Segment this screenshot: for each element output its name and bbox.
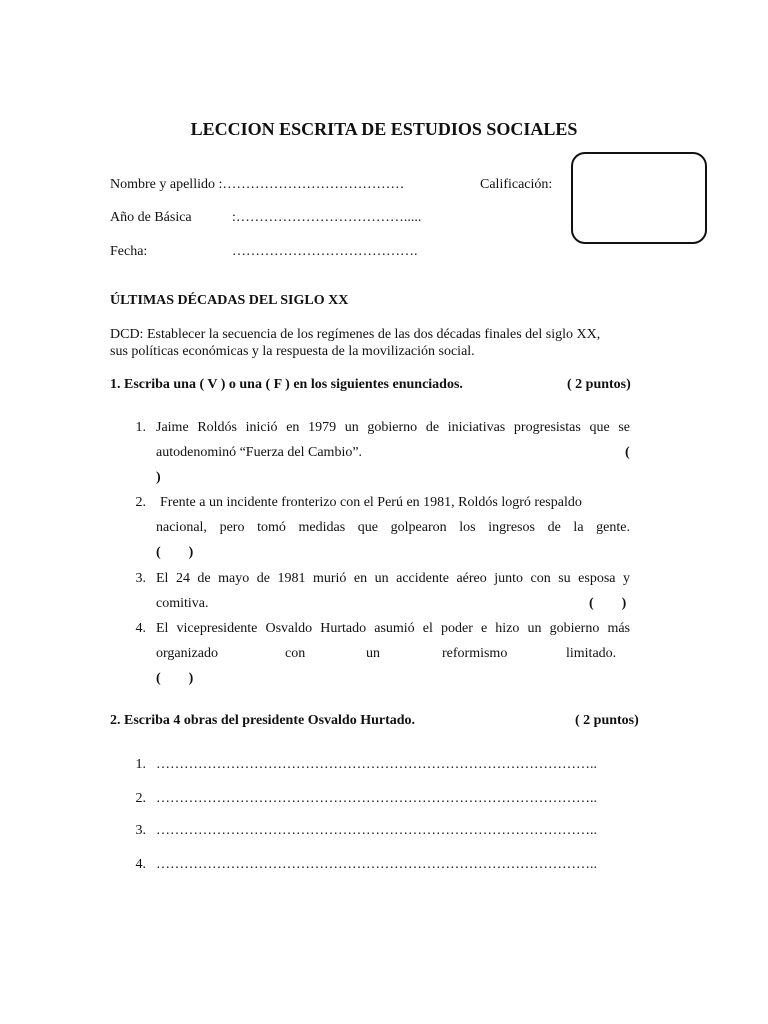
dcd-line-1: DCD: Establecer la secuencia de los regímenes de las dos décadas finales del siglo XX, [110,327,601,342]
q2-line-1-answer[interactable]: ………………………………………………………………………………….. [156,757,597,772]
grade-label: Calificación: [480,177,553,192]
q1-item-4-word-3: un [366,646,380,661]
q1-item-4-number: 4. [135,621,146,636]
q1-item-2-answer-blank[interactable]: ( ) [156,545,194,560]
q1-item-4-word-4: reformismo [442,646,508,661]
q1-item-4-line-1: El vicepresidente Osvaldo Hurtado asumió el poder e hizo un gobierno más [156,621,630,636]
q1-item-4-word-5: limitado. [566,646,617,661]
q1-item-3-number: 3. [135,571,146,586]
q1-item-4-word-2: con [285,646,306,661]
page-title: LECCION ESCRITA DE ESTUDIOS SOCIALES [190,119,578,139]
q1-item-1-line-2: autodenominó “Fuerza del Cambio”. [156,445,363,460]
name-field-label: Nombre y apellido :………………………………… [110,177,405,192]
date-field-label: Fecha: [110,244,148,259]
q1-item-4-word-1: organizado [156,646,218,661]
q2-line-2-answer[interactable]: ………………………………………………………………………………….. [156,791,597,806]
q1-item-4-answer-blank[interactable]: ( ) [156,671,194,686]
q1-item-2-line-2: nacional, pero tomó medidas que golpearon los ingresos de la gente. [156,520,630,535]
grade-box [571,152,707,244]
q1-item-1-answer-close[interactable]: ) [156,470,161,485]
section-title: ÚLTIMAS DÉCADAS DEL SIGLO XX [110,293,349,308]
q2-line-3-number: 3. [135,823,146,838]
q2-line-3-answer[interactable]: ………………………………………………………………………………….. [156,823,597,838]
q2-line-4-answer[interactable]: ………………………………………………………………………………….. [156,857,597,872]
question-1-points: ( 2 puntos) [567,377,631,392]
question-2-points: ( 2 puntos) [575,713,639,728]
q2-line-4-number: 4. [135,857,146,872]
q1-item-2-line-1: Frente a un incidente fronterizo con el Perú en 1981, Roldós logró respaldo [160,495,582,510]
question-1-title: 1. Escriba una ( V ) o una ( F ) en los siguientes enunciados. [110,377,463,392]
q1-item-3-line-2: comitiva. [156,596,209,611]
year-field-label: Año de Básica [110,210,192,225]
year-field-dots: :………………………………..... [232,210,422,225]
q1-item-3-answer-blank[interactable]: ( ) [589,596,627,611]
q2-line-1-number: 1. [135,757,146,772]
q1-item-1-answer-open[interactable]: ( [625,445,630,460]
question-2-title: 2. Escriba 4 obras del presidente Osvaldo Hurtado. [110,713,416,728]
q2-line-2-number: 2. [135,791,146,806]
q1-item-1-line-1: Jaime Roldós inició en 1979 un gobierno de iniciativas progresistas que se [156,420,630,435]
q1-item-2-number: 2. [135,495,146,510]
date-field-dots: …………………………………. [232,244,418,259]
q1-item-1-number: 1. [135,420,146,435]
dcd-line-2: sus políticas económicas y la respuesta de la movilización social. [110,344,475,359]
q1-item-3-line-1: El 24 de mayo de 1981 murió en un accidente aéreo junto con su esposa y [156,571,630,586]
